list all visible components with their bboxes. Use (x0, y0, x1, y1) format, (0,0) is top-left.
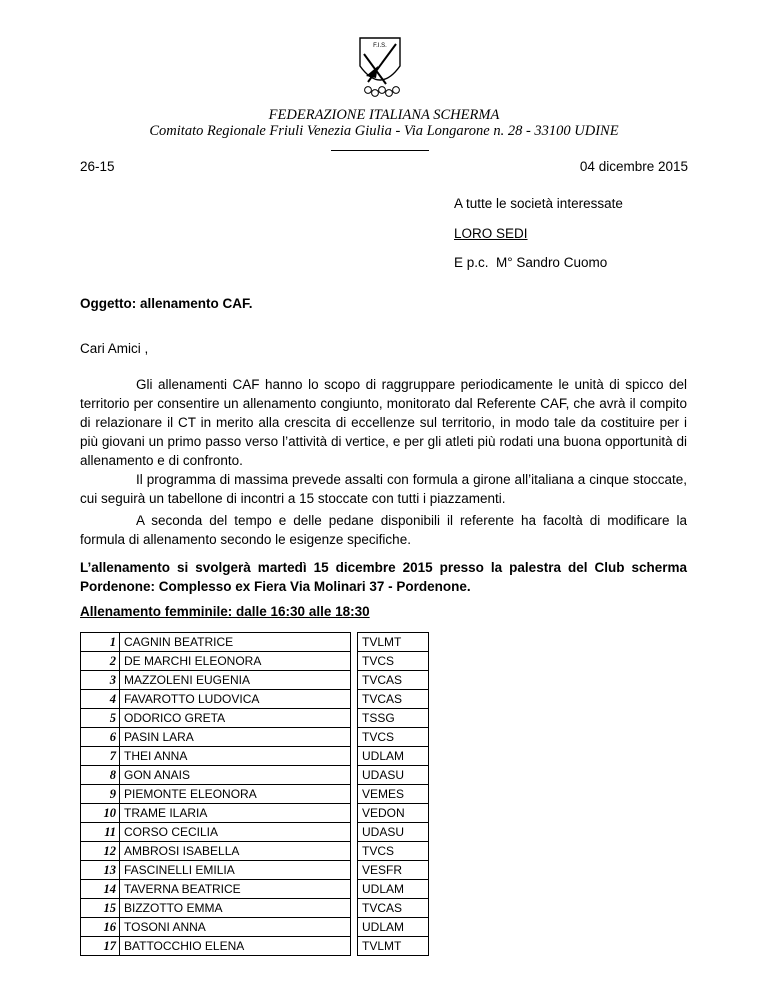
column-gap (351, 899, 358, 918)
athlete-name: CORSO CECILIA (120, 823, 351, 842)
athlete-number: 9 (81, 785, 120, 804)
athlete-name: AMBROSI ISABELLA (120, 842, 351, 861)
athlete-number: 15 (81, 899, 120, 918)
athlete-name: THEI ANNA (120, 747, 351, 766)
table-row (81, 785, 429, 804)
column-gap (351, 918, 358, 937)
athlete-number: 2 (81, 652, 120, 671)
athlete-name: BIZZOTTO EMMA (120, 899, 351, 918)
protocol-number: 26-15 (80, 159, 115, 174)
table-row (81, 861, 429, 880)
athlete-number: 7 (81, 747, 120, 766)
greeting: Cari Amici , (80, 341, 149, 356)
column-gap (351, 861, 358, 880)
column-gap (351, 937, 358, 956)
table-row (81, 766, 429, 785)
athlete-number: 12 (81, 842, 120, 861)
column-gap (351, 671, 358, 690)
subject-line: Oggetto: allenamento CAF. (80, 296, 253, 311)
recipient-sedi: LORO SEDI (454, 226, 528, 241)
athlete-name: GON ANAIS (120, 766, 351, 785)
column-gap (351, 804, 358, 823)
table-row (81, 728, 429, 747)
committee-address: Comitato Regionale Friuli Venezia Giulia - Via Longarone n. 28 - 33100 UDINE (149, 123, 619, 139)
table-row (81, 823, 429, 842)
athlete-name: TAVERNA BEATRICE (120, 880, 351, 899)
table-row (81, 880, 429, 899)
athlete-name: TRAME ILARIA (120, 804, 351, 823)
athlete-club: UDLAM (358, 918, 429, 937)
table-row (81, 633, 429, 652)
athlete-number: 14 (81, 880, 120, 899)
table-row (81, 671, 429, 690)
column-gap (351, 842, 358, 861)
column-gap (351, 766, 358, 785)
paragraph-purpose: Gli allenamenti CAF hanno lo scopo di raggruppare periodicamente le unità di spicco del territorio per consentire un allenamento congiunto, monitorato dal Referente CAF, che avrà il compito di relazionare il CT in merito alla crescita di eccellenze sul territorio, in modo tale da costituire per i più giovani un primo passo verso l’attività di vertice, e per gli atleti più rodati una buona opportunità di allenamento e di confronto. (80, 377, 687, 468)
athlete-club: TVCAS (358, 671, 429, 690)
location-paragraph: L’allenamento si svolgerà martedì 15 dicembre 2015 presso la palestra del Club scherma Pordenone: Complesso ex Fiera Via Molinari 37 - Pordenone. (80, 560, 687, 594)
athlete-number: 3 (81, 671, 120, 690)
athlete-club: UDLAM (358, 880, 429, 899)
athlete-number: 10 (81, 804, 120, 823)
athlete-club: TVCAS (358, 899, 429, 918)
athlete-club: VESFR (358, 861, 429, 880)
athlete-number: 1 (81, 633, 120, 652)
table-row (81, 652, 429, 671)
header-divider (331, 150, 429, 151)
federation-name: FEDERAZIONE ITALIANA SCHERMA (268, 107, 500, 123)
table-row (81, 842, 429, 861)
column-gap (351, 652, 358, 671)
athletes-table (80, 632, 429, 956)
fis-logo (356, 36, 404, 98)
athlete-name: BATTOCCHIO ELENA (120, 937, 351, 956)
athlete-club: VEDON (358, 804, 429, 823)
athlete-club: TVCS (358, 652, 429, 671)
athlete-name: DE MARCHI ELEONORA (120, 652, 351, 671)
letter-date: 04 dicembre 2015 (579, 159, 688, 174)
column-gap (351, 709, 358, 728)
athlete-number: 8 (81, 766, 120, 785)
section-title: Allenamento femminile: dalle 16:30 alle 18:30 (80, 604, 370, 619)
athlete-name: CAGNIN BEATRICE (120, 633, 351, 652)
athlete-club: UDASU (358, 766, 429, 785)
logo-text: F.I.S. (373, 43, 387, 49)
table-row (81, 709, 429, 728)
athlete-name: TOSONI ANNA (120, 918, 351, 937)
recipient-cc: E p.c. M° Sandro Cuomo (454, 255, 608, 270)
athlete-name: FAVAROTTO LUDOVICA (120, 690, 351, 709)
athlete-club: TVLMT (358, 633, 429, 652)
table-row (81, 899, 429, 918)
athlete-number: 11 (81, 823, 120, 842)
table-row (81, 937, 429, 956)
athlete-club: TVCS (358, 842, 429, 861)
column-gap (351, 785, 358, 804)
column-gap (351, 823, 358, 842)
athlete-name: PASIN LARA (120, 728, 351, 747)
column-gap (351, 747, 358, 766)
table-row (81, 747, 429, 766)
athlete-name: ODORICO GRETA (120, 709, 351, 728)
paragraph-formula: A seconda del tempo e delle pedane disponibili il referente ha facoltà di modificare la formula di allenamento secondo le esigenze specifiche. (80, 513, 687, 547)
table-row (81, 690, 429, 709)
athlete-name: MAZZOLENI EUGENIA (120, 671, 351, 690)
athlete-name: FASCINELLI EMILIA (120, 861, 351, 880)
table-row (81, 804, 429, 823)
athlete-number: 6 (81, 728, 120, 747)
table-row (81, 918, 429, 937)
athlete-club: UDASU (358, 823, 429, 842)
athlete-club: TVCS (358, 728, 429, 747)
recipient-to: A tutte le società interessate (454, 196, 623, 211)
athlete-number: 17 (81, 937, 120, 956)
athlete-name: PIEMONTE ELEONORA (120, 785, 351, 804)
athlete-club: VEMES (358, 785, 429, 804)
athlete-number: 13 (81, 861, 120, 880)
column-gap (351, 690, 358, 709)
column-gap (351, 728, 358, 747)
athlete-number: 5 (81, 709, 120, 728)
athlete-club: TSSG (358, 709, 429, 728)
athlete-number: 4 (81, 690, 120, 709)
paragraph-program: Il programma di massima prevede assalti con formula a girone all’italiana a cinque stoccate, cui seguirà un tabellone di incontri a 15 stoccate con tutti i piazzamenti. (80, 472, 687, 506)
athlete-club: TVLMT (358, 937, 429, 956)
column-gap (351, 633, 358, 652)
athlete-club: UDLAM (358, 747, 429, 766)
column-gap (351, 880, 358, 899)
athlete-number: 16 (81, 918, 120, 937)
athlete-club: TVCAS (358, 690, 429, 709)
